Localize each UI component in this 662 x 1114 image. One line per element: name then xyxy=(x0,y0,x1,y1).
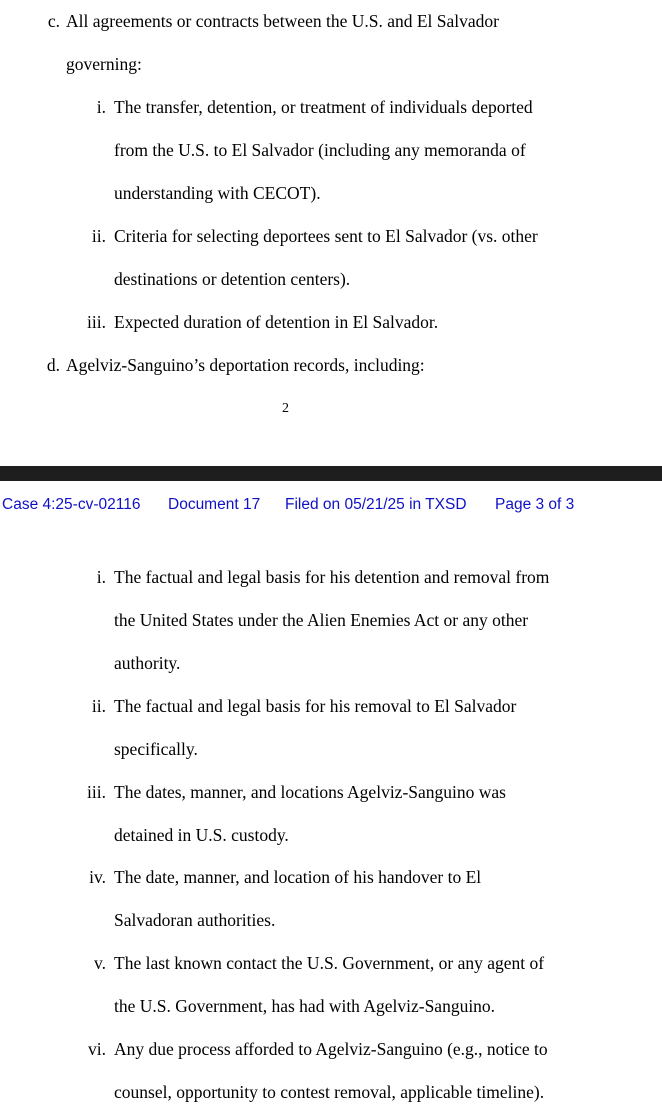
list-marker: d. xyxy=(46,355,60,375)
list-marker: i. xyxy=(96,567,106,587)
list-item-text: The factual and legal basis for his detention and removal from xyxy=(114,567,550,587)
list-item-text: authority. xyxy=(114,653,181,673)
list-item-text: The factual and legal basis for his removal to El Salvador xyxy=(114,696,517,716)
list-item-text: from the U.S. to El Salvador (including any memoranda of xyxy=(114,140,526,160)
list-item-text: understanding with CECOT). xyxy=(114,183,321,203)
filing-info: Filed on 05/21/25 in TXSD xyxy=(285,496,467,513)
list-item-text: the United States under the Alien Enemies Act or any other xyxy=(114,610,529,630)
page-2-fragment xyxy=(0,0,662,466)
list-item-text: Agelviz-Sanguino’s deportation records, including: xyxy=(66,355,425,375)
list-item-text: The transfer, detention, or treatment of individuals deported xyxy=(114,97,533,117)
list-item-text: detained in U.S. custody. xyxy=(114,825,289,845)
list-item-text: the U.S. Government, has had with Agelviz-Sanguino. xyxy=(114,996,496,1016)
document-number: Document 17 xyxy=(168,496,261,513)
case-number: Case 4:25-cv-02116 xyxy=(2,496,141,513)
list-marker: i. xyxy=(96,97,106,117)
list-item-text: counsel, opportunity to contest removal, applicable timeline). xyxy=(114,1082,545,1102)
page-count: Page 3 of 3 xyxy=(495,496,575,513)
list-item-text: The date, manner, and location of his handover to El xyxy=(114,867,482,887)
list-item-text: Criteria for selecting deportees sent to El Salvador (vs. other xyxy=(114,226,538,246)
list-marker: iii. xyxy=(87,782,106,802)
list-item-text: Salvadoran authorities. xyxy=(114,910,276,930)
list-item-text: The dates, manner, and locations Agelviz-Sanguino was xyxy=(114,782,506,802)
list-item-text: specifically. xyxy=(114,739,198,759)
list-item-text: Expected duration of detention in El Salvador. xyxy=(114,312,439,332)
list-item-text: All agreements or contracts between the U.S. and El Salvador xyxy=(66,11,499,31)
list-item-text: The last known contact the U.S. Government, or any agent of xyxy=(114,953,545,973)
list-marker: ii. xyxy=(91,696,106,716)
page-number: 2 xyxy=(282,401,289,416)
list-item-text: governing: xyxy=(66,54,142,74)
list-marker: v. xyxy=(94,953,106,973)
list-marker: iv. xyxy=(89,867,106,887)
list-marker: vi. xyxy=(88,1039,106,1059)
list-marker: c. xyxy=(47,11,60,31)
list-item-text: Any due process afforded to Agelviz-Sanguino (e.g., notice to xyxy=(114,1039,548,1059)
page-separator xyxy=(0,466,662,481)
list-marker: iii. xyxy=(87,312,106,332)
list-item-text: destinations or detention centers). xyxy=(114,269,351,289)
list-marker: ii. xyxy=(91,226,106,246)
